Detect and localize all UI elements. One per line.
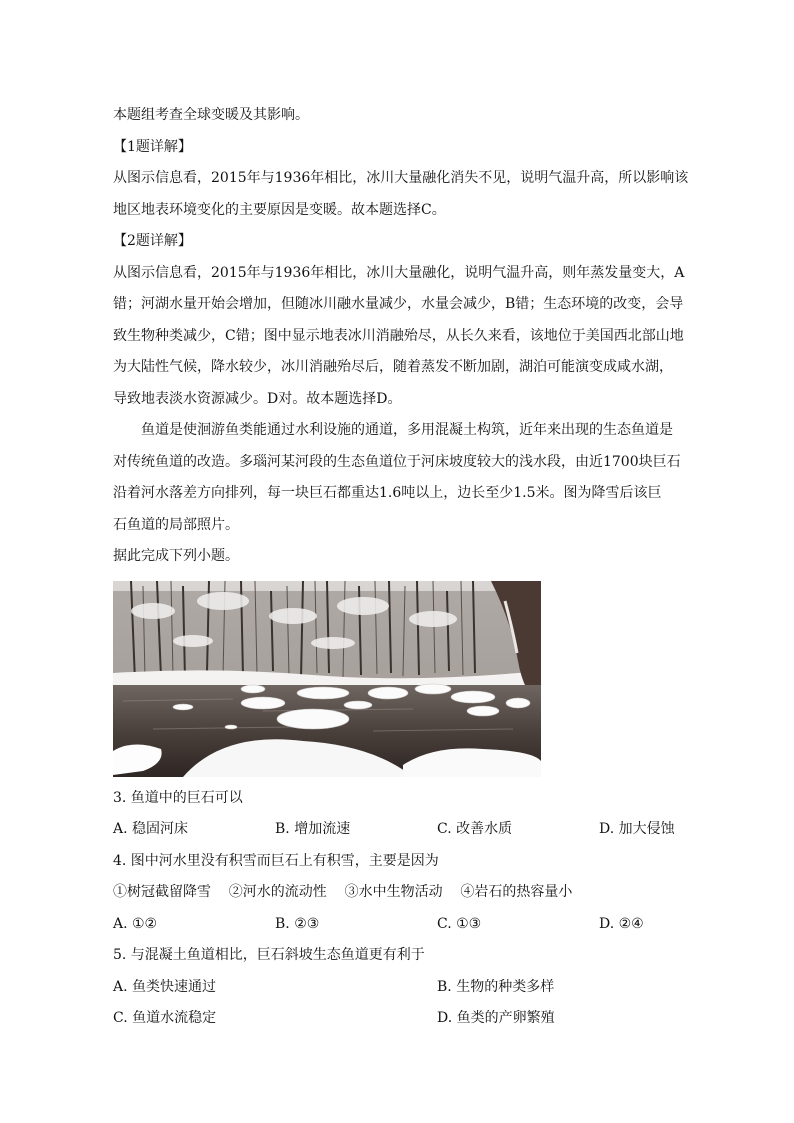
q3-option-c: C. 改善水质 <box>437 821 513 837</box>
q4-items: ①树冠截留降雪 ②河水的流动性 ③水中生物活动 ④岩石的热容量小 <box>113 884 573 900</box>
passage-line: 石鱼道的局部照片。 <box>113 516 239 533</box>
q5-option-a: A. 鱼类快速通过 <box>113 978 217 995</box>
q3-stem: 3. 鱼道中的巨石可以 <box>113 789 243 806</box>
q2-line: 导致地表淡水资源减少。D对。故本题选择D。 <box>113 390 402 407</box>
q2-line: 错；河湖水量开始会增加，但随冰川融水量减少，水量会减少，B错；生态环境的改变，会导 <box>113 296 684 312</box>
q2-heading: 【2题详解】 <box>113 233 192 249</box>
q4-option-a: A. ①② <box>113 915 158 932</box>
q4-stem: 4. 图中河水里没有积雪而巨石上有积雪，主要是因为 <box>113 852 439 869</box>
q5-option-c: C. 鱼道水流稳定 <box>113 1010 217 1026</box>
q2-line: 致生物种类减少，C错；图中显示地表冰川消融殆尽，从长久来看，该地位于美国西北部山地 <box>113 327 684 344</box>
document-page <box>113 100 689 1035</box>
q5-options-row2 <box>113 1003 683 1035</box>
passage-line: 对传统鱼道的改造。多瑙河某河段的生态鱼道位于河床坡度较大的浅水段，由近1700块巨石 <box>113 453 681 470</box>
q1-line: 从图示信息看，2015年与1936年相比，冰川大量融化消失不见，说明气温升高，所以影响该 <box>113 170 689 186</box>
q4-option-d: D. ②④ <box>599 915 644 932</box>
intro-text: 本题组考查全球变暖及其影响。 <box>113 107 309 123</box>
q3-option-b: B. 增加流速 <box>275 821 351 837</box>
passage-line: 沿着河水落差方向排列，每一块巨石都重达1.6吨以上，边长至少1.5米。图为降雪后该巨 <box>113 485 662 501</box>
q3-options <box>113 814 683 846</box>
q3-option-d: D. 加大侵蚀 <box>599 821 675 837</box>
q3-option-a: A. 稳固河床 <box>113 821 189 837</box>
q4-option-b: B. ②③ <box>275 915 320 932</box>
q5-stem: 5. 与混凝土鱼道相比，巨石斜坡生态鱼道更有利于 <box>113 947 425 963</box>
passage-line: 鱼道是使洄游鱼类能通过水利设施的通道，多用混凝土构筑，近年来出现的生态鱼道是 <box>141 422 673 438</box>
snow-river-fishway-photo <box>113 581 541 777</box>
instruction-text: 据此完成下列小题。 <box>113 548 239 564</box>
q4-options <box>113 909 683 941</box>
q1-line: 地区地表环境变化的主要原因是变暖。故本题选择C。 <box>113 201 446 218</box>
q4-option-c: C. ①③ <box>437 915 482 932</box>
q1-heading: 【1题详解】 <box>113 138 192 155</box>
q2-line: 为大陆性气候，降水较少，冰川消融殆尽后，随着蒸发不断加剧，湖泊可能演变成咸水湖， <box>113 359 673 375</box>
q5-options-row1 <box>113 972 683 1004</box>
q5-option-d: D. 鱼类的产卵繁殖 <box>437 1010 555 1026</box>
q5-option-b: B. 生物的种类多样 <box>437 978 555 995</box>
q2-line: 从图示信息看，2015年与1936年相比，冰川大量融化，说明气温升高，则年蒸发量变大，A <box>113 264 685 281</box>
